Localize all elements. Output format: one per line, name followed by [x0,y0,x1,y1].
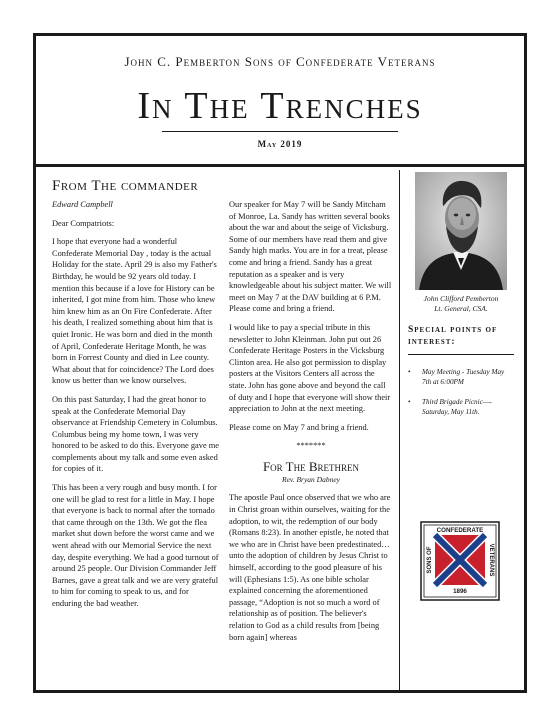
caption-rank: Lt. General, CSA. [434,304,488,313]
brethren-paragraph: The apostle Paul once observed that we who are in Christ groan within ourselves, waiting for the adoption, to wit, the redemption of our body (Romans 8:23). In another epistle, he noted that we who are in Christ have been predestinated… unto the adoption of children by Jesus Christ to himself, according to the good pleasure of his will (Ephesians 1:5). As one bible scholar explained concerning the aforementioned passage, “Adoption is not so much a word of relationship as of position. The believer's relation to God as a child results from [being born again] whereas [229,493,391,642]
brethren-author: Rev. Bryan Dabney [282,474,340,484]
point-text: Third Brigade Picnic—-Saturday, May 11th. [422,398,492,416]
section-separator: ******* [296,441,326,451]
special-points-heading: Special points of interest: [408,324,514,355]
portrait-image [415,172,507,290]
brethren-heading: For The Brethren [262,458,360,474]
header-divider [36,164,524,167]
scv-emblem-logo [420,521,500,601]
commander-column [52,178,220,617]
middle-paragraph: Our speaker for May 7 will be Sandy Mitcham of Monroe, La. Sandy has written several books about the war and about the seige of Vicksburg. Some of our members have read them and give Sandy high marks. You are in for a treat, please come and bring a friend. Sandy has a great reputation as a speaker and is very knowledgeable about his subject matter. We will meet on May 7 at the DAV building at 6 P.M. Please come and bring a friend. [229,200,392,314]
middle-paragraph: I would like to pay a special tribute in this newsletter to John Kleinman. John put out 26 Confederate Heritage Posters in the Vicksburg Clinton area. He also got permission to display posters at the Visitors Centers all across the state. John has gone above and beyond the call of duty and I hope that everyone will show their appreciation to John at the next meeting. [229,322,391,414]
middle-paragraph: Please come on May 7 and bring a friend. [229,422,369,432]
organization-name: John C. Pemberton Sons of Confederate Veterans [124,54,436,69]
bullet-icon: • [408,368,411,376]
list-item [408,397,514,417]
commander-paragraph: Dear Compatriots: [52,218,115,228]
emblem-year-text: 1896 [453,588,467,595]
sidebar [408,172,514,427]
emblem-right-text: VETERANS [488,543,494,577]
list-item [408,367,514,387]
caption-name: John Clifford Pemberton [423,294,499,303]
commander-paragraph: I hope that everyone had a wonderful Confederate Memorial Day , today is the actual Holiday for the state. April 29 is also my Father's Birthday, he would be 92 years old today. I mention this because if a love for History can be inherited, I got mine from him. Those who knew him knew him as an On Fire Confederate. After his death, I realized something about him that is quiet Ironic. He was born and died in the month of April, Confederate Heritage Month, he was born in Forrest County and died in Lee county. What about that for coincidence? The Lord does know us better than we know ourselves. [52,237,217,386]
middle-column [229,199,393,650]
emblem-left-text: SONS OF [427,546,433,574]
newsletter-title: In The Trenches [137,85,423,127]
bullet-icon: • [408,398,411,406]
commander-heading: From The commander [52,178,199,194]
emblem-top-text: CONFEDERATE [436,527,484,534]
special-points-list [408,367,514,417]
issue-date: May 2019 [257,139,303,149]
commander-paragraph: This has been a very rough and busy month. I for one will be glad to rest for a little in May. I hope that everyone is back to normal after the tornado that came through on the 13th. We got the flea market shut down before the worst came and we went ahead with our Memorial Service the next day, despite everything. We had a good turnout of around 25 people. Our Division Commander Jeff Barnes, gave a great talk and we are very grateful to him for coming to speak to us, and for enduring the bad weather. [52,483,219,608]
sidebar-divider [399,170,400,690]
commander-author: Edward Campbell [52,200,113,209]
commander-paragraph: On this past Saturday, I had the great honor to speak at the Confederate Memorial Day observance at Friendship Cemetery in Columbus. Columbus being my home town, I was very honored to be asked to do this. Everyone gave me complements about my talk and some even asked for copies of it. [52,394,219,474]
portrait-caption [408,294,514,314]
title-rule [162,131,398,132]
point-text: May Meeting - Tuesday May 7th at 6:00PM [422,368,505,386]
